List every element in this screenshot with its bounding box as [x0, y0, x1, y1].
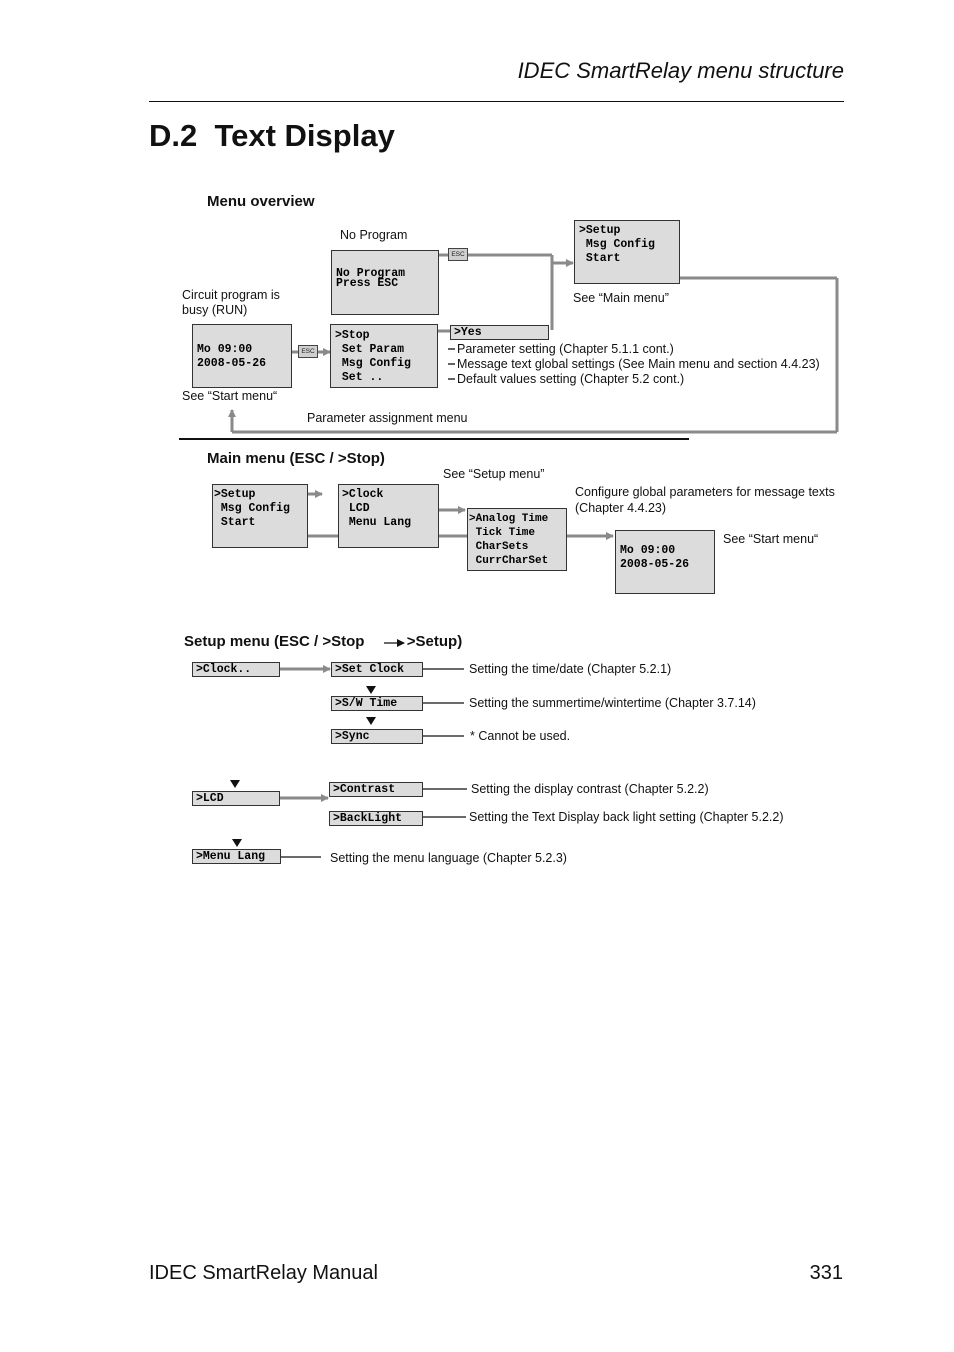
- yes-display: >Yes: [450, 325, 549, 340]
- setup-menu-heading: [184, 633, 462, 650]
- configure-global-note: Configure global parameters for message texts (Chapter 4.4.23): [575, 485, 835, 515]
- sync-note: * Cannot be used.: [470, 729, 571, 743]
- sw-time-item: >S/W Time: [331, 696, 423, 711]
- run-label: Circuit program is busy (RUN): [182, 288, 280, 317]
- main-menu-display: >Setup Msg Config Start: [574, 220, 680, 284]
- param-assignment-label: Parameter assignment menu: [307, 411, 468, 425]
- msg-config-display: >Analog Time Tick Time CharSets CurrCharSet: [467, 508, 567, 571]
- menu-lang-note: Setting the menu language (Chapter 5.2.3): [330, 851, 567, 865]
- note-default-values: Default values setting (Chapter 5.2 cont.): [457, 372, 685, 386]
- contrast-note: Setting the display contrast (Chapter 5.2.2): [471, 782, 709, 796]
- running-header: IDEC SmartRelay menu structure: [517, 58, 844, 83]
- main-menu-heading: Main menu (ESC / >Stop): [207, 450, 385, 467]
- menu-lang-item: >Menu Lang: [192, 849, 281, 864]
- esc-key-icon-2: ESC: [298, 345, 318, 358]
- contrast-item: >Contrast: [329, 782, 423, 797]
- setup-menu-heading-prefix: Setup menu (ESC / >Stop: [184, 633, 365, 650]
- see-main-menu-label: See “Main menu”: [573, 291, 669, 305]
- set-clock-note: Setting the time/date (Chapter 5.2.1): [469, 662, 672, 676]
- see-setup-menu-label: See “Setup menu”: [443, 467, 545, 481]
- sync-item: >Sync: [331, 729, 423, 744]
- see-start-menu-label-2: See “Start menu“: [723, 532, 819, 546]
- setup-menu-heading-suffix: >Setup): [406, 633, 463, 650]
- main-setup-display: >Setup Msg Config Start: [212, 484, 308, 548]
- sw-time-note: Setting the summertime/wintertime (Chapter 3.7.14): [469, 696, 756, 710]
- no-program-display: No Program Press ESC: [331, 250, 439, 315]
- section-title: Text Display: [214, 118, 395, 153]
- stop-menu-display: >Stop Set Param Msg Config Set ..: [330, 324, 438, 388]
- footer-manual-title: IDEC SmartRelay Manual: [149, 1262, 378, 1284]
- set-clock-item: >Set Clock: [331, 662, 423, 677]
- clock-item: >Clock..: [192, 662, 280, 677]
- no-program-label: No Program: [340, 228, 408, 242]
- esc-key-icon: ESC: [448, 248, 468, 261]
- lcd-item: >LCD: [192, 791, 280, 806]
- page-title: [149, 118, 395, 154]
- section-number: D.2: [149, 118, 198, 153]
- run-display: Mo 09:00 2008-05-26: [192, 324, 292, 388]
- menu-overview-heading: Menu overview: [207, 193, 315, 210]
- header-rule: [149, 101, 844, 102]
- backlight-item: >BackLight: [329, 811, 423, 826]
- note-message-text: Message text global settings (See Main menu and section 4.4.23): [457, 357, 820, 371]
- see-start-menu-label: See “Start menu“: [182, 389, 278, 403]
- backlight-note: Setting the Text Display back light setting (Chapter 5.2.2): [469, 810, 784, 824]
- clock-menu-display: >Clock LCD Menu Lang: [338, 484, 439, 548]
- start-menu-display: Mo 09:00 2008-05-26: [615, 530, 715, 594]
- note-parameter-setting: Parameter setting (Chapter 5.1.1 cont.): [457, 342, 674, 356]
- page-number: 331: [809, 1262, 843, 1284]
